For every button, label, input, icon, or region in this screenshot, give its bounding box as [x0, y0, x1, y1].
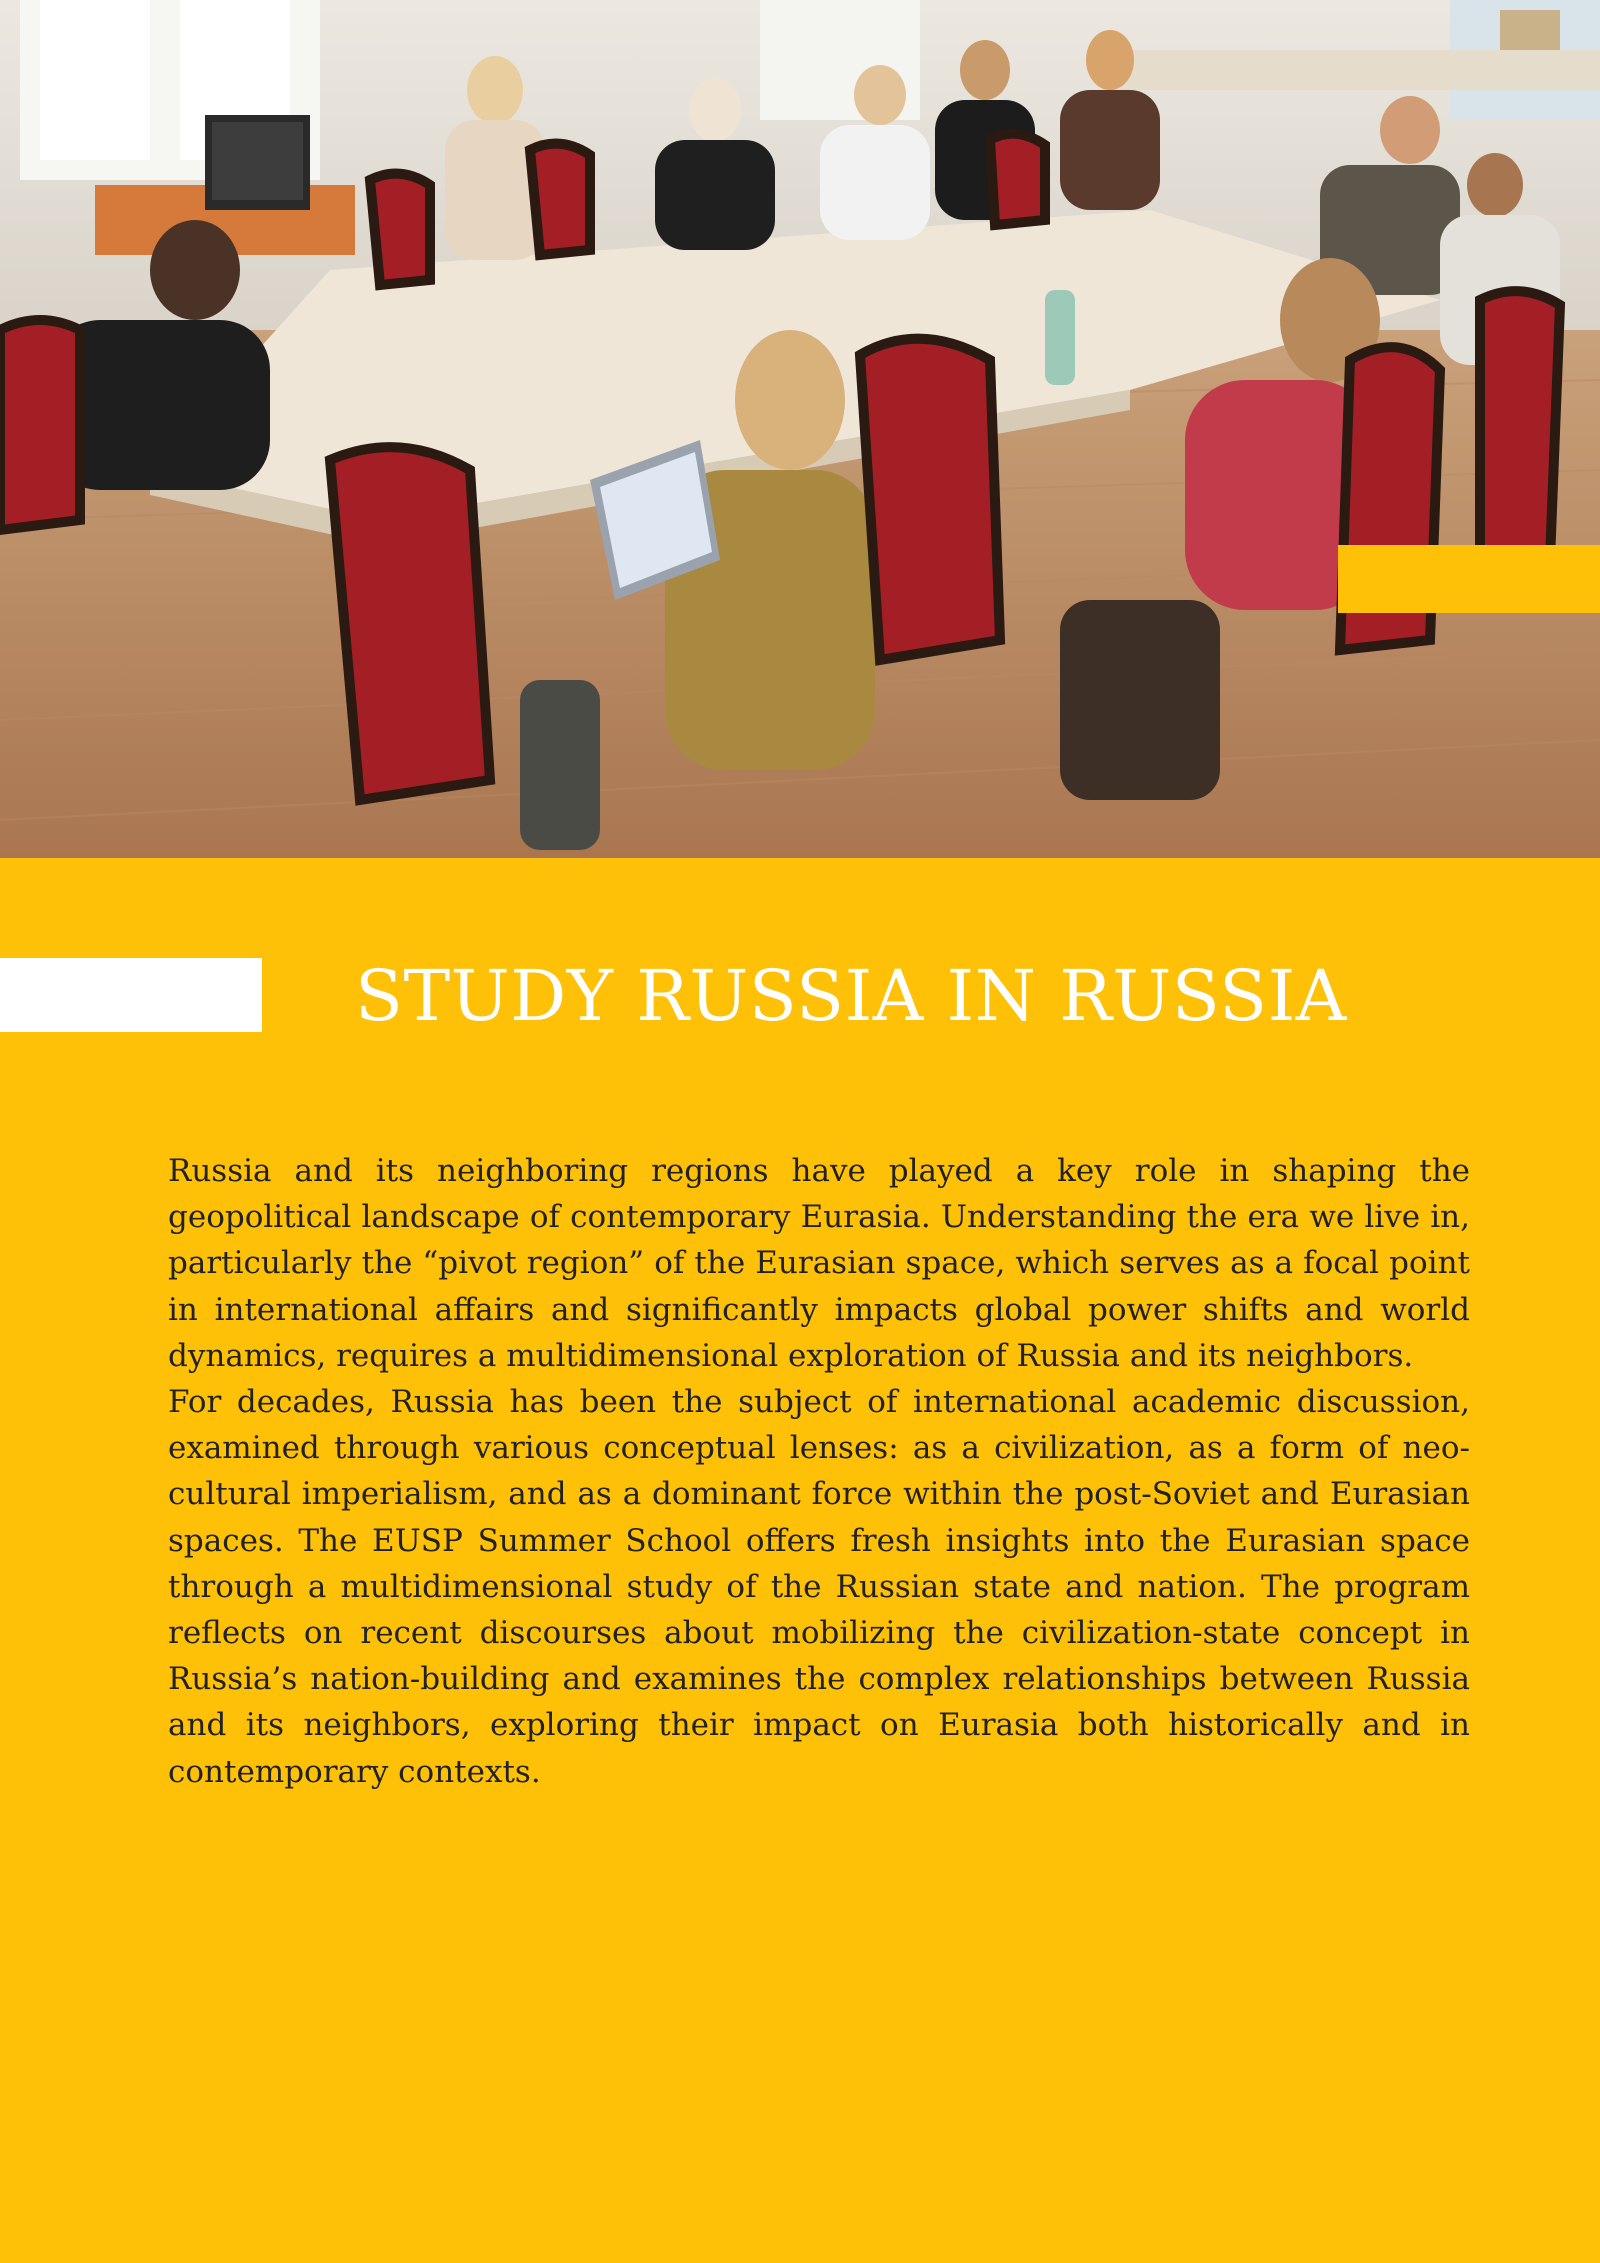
classroom-photo-illustration [0, 0, 1600, 858]
accent-bar [1338, 545, 1600, 613]
paragraph-intro: Russia and its neighboring regions have played a key role in shaping the geopolitical landscape of contemporary Eurasia. Understanding the era we live in, particularly the “pivot region” of the Eurasian space, which serves as a focal point in international affairs and significantly impacts global power shifts and world dynamics, requires a multidimensional exploration of Russia and its neighbors. [168, 1153, 1470, 1374]
paragraph-program: For decades, Russia has been the subject of international academic discussion, examined through various conceptual lenses: as a civilization, as a form of neo-cultural imperialism, and as a dominant force within the post-Soviet and Eurasian spaces. The EUSP Summer School offers fresh insights into the Eurasian space through a multidimensional study of the Russian state and nation. The program reflects on recent discourses about mobilizing the civilization-state concept in Russia’s nation-building and examines the complex relationships between Russia and its neighbors, exploring their impact on Eurasia both historically and in contemporary contexts. [168, 1384, 1470, 1790]
page-title: STUDY RUSSIA IN RUSSIA [355, 955, 1347, 1037]
title-accent-bar [0, 958, 262, 1032]
classroom-photo [0, 0, 1600, 858]
body-text [168, 1148, 1470, 1795]
